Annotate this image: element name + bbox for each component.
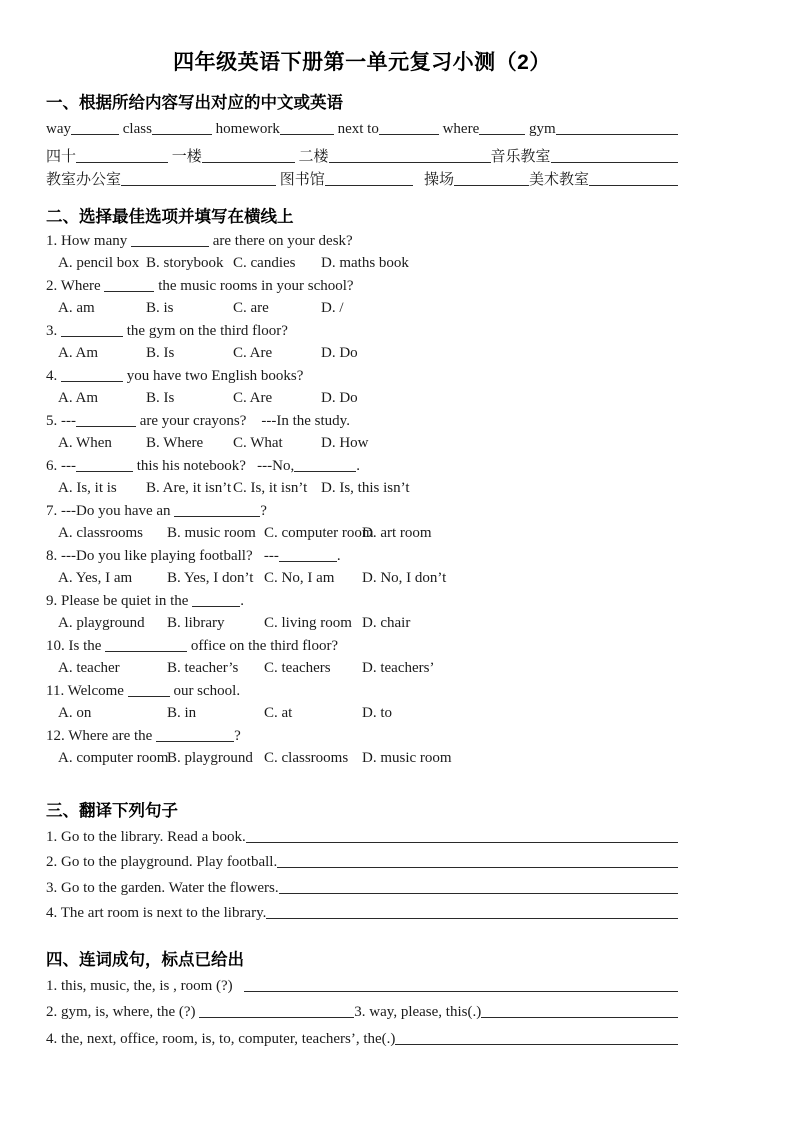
worksheet-content [46, 48, 678, 1057]
answer-blank[interactable] [246, 839, 678, 843]
answer-blank[interactable] [279, 890, 678, 894]
answer-blank[interactable] [244, 988, 678, 992]
option-a: A. When [58, 435, 112, 451]
option-c: C. Are [233, 390, 273, 406]
text-run: our school. [169, 682, 241, 699]
vocabulary-lines [46, 121, 678, 192]
option-a: A. Am [58, 345, 99, 361]
question-stem [46, 278, 678, 301]
text-run: way [46, 121, 71, 137]
answer-blank[interactable] [280, 131, 334, 135]
text-run: this his notebook? ---No, [133, 457, 295, 474]
option-d: D. No, I don’t [362, 570, 447, 586]
answer-blank[interactable] [156, 738, 234, 742]
option-c: C. computer room [264, 525, 374, 541]
option-d: D. How [321, 435, 369, 451]
question-stem [46, 503, 678, 526]
option-a: A. classrooms [58, 525, 143, 541]
text-run: gym [525, 121, 556, 137]
option-b: B. Is [146, 345, 175, 361]
answer-blank[interactable] [454, 182, 529, 186]
option-b: B. is [146, 300, 174, 316]
answer-blank[interactable] [279, 558, 337, 562]
text-run: 2. gym, is, where, the (?) [46, 1004, 200, 1020]
text-run: 10. Is the [46, 637, 106, 654]
question-options [46, 345, 678, 368]
answer-blank[interactable] [174, 513, 260, 517]
option-d: D. maths book [321, 255, 409, 271]
text-run: 2. Where [46, 277, 105, 294]
answer-blank[interactable] [76, 423, 136, 427]
text-run: 12. Where are the [46, 727, 157, 744]
option-d: D. to [362, 705, 392, 721]
text-run: . [336, 547, 341, 564]
option-d: D. chair [362, 615, 411, 631]
text-run: 11. Welcome [46, 682, 128, 699]
text-run: ? [260, 502, 267, 519]
option-c: C. at [264, 705, 293, 721]
text-run: the gym on the third floor? [123, 322, 288, 339]
option-b: B. Is [146, 390, 175, 406]
answer-blank[interactable] [199, 1014, 354, 1018]
text-run: 一楼 [168, 148, 202, 165]
text-run: . [356, 457, 360, 474]
text-run: 操场 [412, 172, 455, 188]
answer-blank[interactable] [121, 182, 276, 186]
text-run: 4. the, next, office, room, is, to, computer, teachers’, the(.) [46, 1030, 396, 1047]
answer-blank[interactable] [61, 378, 123, 382]
question-stem [46, 233, 678, 256]
text-run: next to [333, 121, 379, 137]
question-stem [46, 638, 678, 661]
answer-blank[interactable] [61, 333, 123, 337]
text-run: . [240, 592, 244, 609]
question-stem [46, 413, 678, 436]
question-options [46, 255, 678, 278]
question-options [46, 660, 678, 683]
text-run: 音乐教室 [490, 148, 551, 165]
answer-blank[interactable] [479, 131, 525, 135]
question-stem [46, 458, 678, 481]
option-c: C. teachers [264, 660, 331, 676]
text-run: 4. [46, 367, 61, 384]
text-run: are there on your desk? [209, 232, 353, 249]
answer-blank[interactable] [556, 131, 678, 135]
option-d: D. music room [362, 750, 452, 766]
option-b: B. playground [167, 750, 253, 766]
option-b: B. Where [146, 435, 204, 451]
question-stem [46, 683, 678, 706]
answer-blank[interactable] [395, 1041, 678, 1045]
question-options [46, 435, 678, 458]
answer-blank[interactable] [329, 159, 491, 163]
answer-blank[interactable] [128, 693, 170, 697]
text-run: ? [234, 727, 241, 744]
question-options [46, 480, 678, 503]
text-run: office on the third floor? [187, 637, 339, 654]
text-run: 7. ---Do you have an [46, 502, 175, 519]
option-c: C. classrooms [264, 750, 349, 766]
text-run: 9. Please be quiet in the [46, 592, 193, 609]
answer-blank[interactable] [481, 1014, 678, 1018]
text-run: 5. --- [46, 412, 76, 429]
option-c: C. living room [264, 615, 352, 631]
option-a: A. Yes, I am [58, 570, 133, 586]
text-run: 3. [46, 322, 61, 339]
answer-blank[interactable] [277, 864, 678, 868]
question-options [46, 300, 678, 323]
sentence-line [46, 1004, 678, 1031]
question-options [46, 390, 678, 413]
sentence-line [46, 1031, 678, 1058]
answer-blank[interactable] [325, 182, 413, 186]
answer-blank[interactable] [294, 468, 356, 472]
translation-line [46, 854, 678, 880]
answer-blank[interactable] [71, 131, 119, 135]
option-a: A. teacher [58, 660, 120, 676]
text-run: homework [211, 121, 280, 137]
text-run: you have two English books? [123, 367, 304, 384]
option-c: C. No, I am [264, 570, 335, 586]
option-d: D. teachers’ [362, 660, 435, 676]
text-run: 教室办公室 [46, 172, 122, 188]
question-stem [46, 548, 678, 571]
option-b: B. music room [167, 525, 256, 541]
question-options [46, 750, 678, 773]
section-sentence-building [46, 949, 678, 1058]
text-run: 3. Go to the garden. Water the flowers. [46, 879, 279, 896]
question-options [46, 615, 678, 638]
text-run: 4. The art room is next to the library. [46, 905, 267, 921]
option-b: B. Yes, I don’t [167, 570, 254, 586]
option-c: C. What [233, 435, 283, 451]
text-run: 图书馆 [276, 172, 325, 188]
text-run: 1. this, music, the, is , room (?) [46, 977, 244, 994]
answer-blank[interactable] [192, 603, 240, 607]
text-run: 6. --- [46, 457, 76, 474]
option-c: C. Are [233, 345, 273, 361]
option-a: A. computer room [58, 750, 169, 766]
option-d: D. Do [321, 390, 358, 406]
answer-blank[interactable] [551, 159, 678, 163]
section-translation [46, 800, 678, 931]
answer-blank[interactable] [266, 915, 678, 919]
option-b: B. teacher’s [167, 660, 239, 676]
translation-line [46, 880, 678, 906]
option-b: B. in [167, 705, 197, 721]
sentence-line [46, 978, 678, 1005]
text-run: 美术教室 [529, 172, 590, 188]
option-d: D. Do [321, 345, 358, 361]
option-c: C. candies [233, 255, 296, 271]
option-c: C. are [233, 300, 269, 316]
question-options [46, 705, 678, 728]
section-multiple-choice [46, 206, 678, 773]
answer-blank[interactable] [76, 468, 133, 472]
option-a: A. am [58, 300, 95, 316]
fill-in-line [46, 168, 678, 192]
section-four-heading: 四、连词成句，标点已给出 [46, 950, 244, 969]
answer-blank[interactable] [105, 648, 187, 652]
sentence-lines [46, 978, 678, 1058]
text-run: 3. way, please, this(.) [354, 1004, 482, 1020]
question-stem [46, 323, 678, 346]
text-run: where [438, 121, 480, 137]
option-a: A. Is, it is [58, 480, 117, 496]
answer-blank[interactable] [104, 288, 154, 292]
option-d: D. art room [362, 525, 432, 541]
text-run: the music rooms in your school? [154, 277, 354, 294]
text-run: 二楼 [294, 148, 329, 165]
text-run: are your crayons? ---In the study. [136, 412, 350, 429]
option-a: A. playground [58, 615, 145, 631]
translation-line [46, 829, 678, 855]
question-options [46, 570, 678, 593]
text-run: 8. ---Do you like playing football? --- [46, 547, 279, 564]
question-stem [46, 728, 678, 751]
option-d: D. / [321, 300, 344, 316]
answer-blank[interactable] [589, 182, 678, 186]
question-options [46, 525, 678, 548]
text-run: 2. Go to the playground. Play football. [46, 854, 278, 870]
answer-blank[interactable] [152, 131, 212, 135]
option-a: A. pencil box [58, 255, 140, 271]
answer-blank[interactable] [76, 159, 168, 163]
text-run: 四十 [46, 148, 77, 165]
page-title: 四年级英语下册第一单元复习小测（2） [173, 51, 551, 74]
answer-blank[interactable] [379, 131, 439, 135]
fill-in-line [46, 121, 678, 145]
option-c: C. Is, it isn’t [233, 480, 308, 496]
fill-in-line [46, 145, 678, 169]
section-one-heading: 一、根据所给内容写出对应的中文或英语 [46, 94, 343, 112]
section-vocabulary [46, 92, 678, 192]
answer-blank[interactable] [202, 159, 295, 163]
translation-lines [46, 829, 678, 931]
option-b: B. Are, it isn’t [146, 480, 232, 496]
text-run: class [119, 121, 152, 137]
answer-blank[interactable] [131, 243, 209, 247]
option-a: A. on [58, 705, 92, 721]
section-two-heading: 二、选择最佳选项并填写在横线上 [46, 207, 294, 226]
option-b: B. library [167, 615, 225, 631]
option-a: A. Am [58, 390, 99, 406]
translation-line [46, 905, 678, 931]
option-b: B. storybook [146, 255, 224, 271]
text-run: 1. Go to the library. Read a book. [46, 828, 246, 845]
option-d: D. Is, this isn’t [321, 480, 410, 496]
section-three-heading: 三、翻译下列句子 [46, 801, 178, 820]
question-stem [46, 368, 678, 391]
question-list [46, 233, 678, 773]
text-run: 1. How many [46, 232, 131, 249]
question-stem [46, 593, 678, 616]
